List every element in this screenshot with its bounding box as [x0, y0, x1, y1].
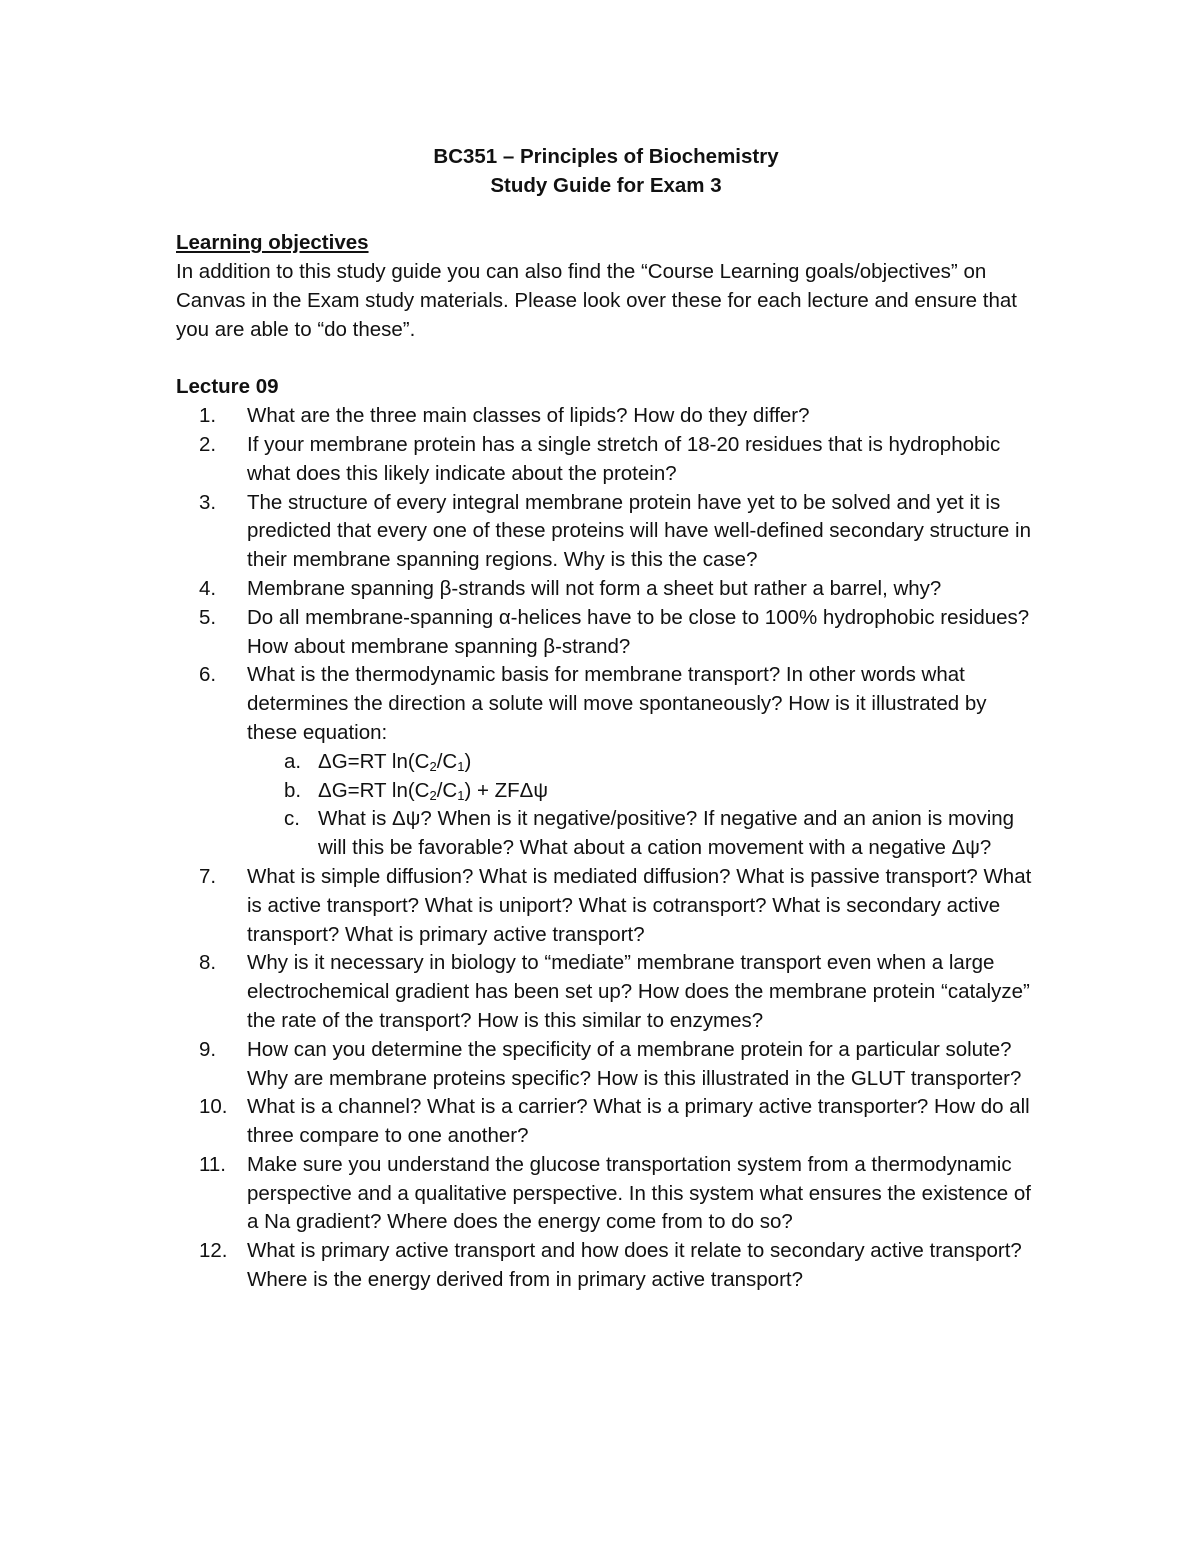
- question-text: Do all membrane-spanning α-helices have to be close to 100% hydrophobic residues? How about membrane spanning β-strand?: [247, 605, 1030, 658]
- question-number: 2.: [199, 432, 217, 456]
- course-title: BC351 – Principles of Biochemistry: [433, 145, 779, 168]
- equation-part: /C: [436, 778, 458, 802]
- question-text: Make sure you understand the glucose transportation system from a thermodynamic perspective and a qualitative perspective. In this system what ensures the existence of a Na gradient? Where does the energy come from to do so?: [247, 1152, 1031, 1234]
- sub-item-c: [176, 805, 1036, 863]
- equation-part: ): [464, 749, 472, 773]
- question-number: 3.: [199, 490, 217, 514]
- sub-item-equation-b: [176, 777, 1036, 806]
- question-item: [176, 1151, 1036, 1237]
- question-number: 12.: [199, 1239, 228, 1263]
- question-number: 10.: [199, 1095, 228, 1119]
- sub-item-equation-a: [176, 748, 1036, 777]
- question-item: [176, 604, 1036, 662]
- question-item: [176, 863, 1036, 949]
- question-text: How can you determine the specificity of a membrane protein for a particular solute? Why are membrane proteins specific? How is this illustrated in the GLUT transporter?: [247, 1037, 1022, 1090]
- subscript: 2: [429, 758, 437, 774]
- question-text: What is simple diffusion? What is mediated diffusion? What is passive transport? What is active transport? What is uniport? What is cotransport? What is secondary active transport? What is primary active transport?: [247, 864, 1032, 946]
- subscript: 2: [429, 787, 437, 803]
- question-item: [176, 1237, 1036, 1295]
- spacer: [176, 201, 1036, 230]
- question-text: If your membrane protein has a single stretch of 18-20 residues that is hydrophobic what does this likely indicate about the protein?: [247, 432, 1001, 485]
- equation-part: ) + ZFΔψ: [464, 778, 548, 802]
- equation-part: ΔG=RT ln(C: [318, 778, 430, 802]
- question-text: Why is it necessary in biology to “mediate” membrane transport even when a large electrochemical gradient has been set up? How does the membrane protein “catalyze” the rate of the transport? How is this similar to enzymes?: [247, 951, 1030, 1032]
- spacer: [176, 345, 1036, 374]
- question-item: [176, 489, 1036, 575]
- question-text: What are the three main classes of lipids? How do they differ?: [247, 404, 810, 428]
- question-item: [176, 661, 1036, 747]
- sub-item-letter: c.: [284, 807, 300, 831]
- question-number: 1.: [199, 404, 217, 428]
- question-number: 11.: [199, 1152, 226, 1176]
- subscript: 1: [457, 758, 465, 774]
- question-text: The structure of every integral membrane protein have yet to be solved and yet it is predicted that every one of these proteins will have well-defined secondary structure in their membrane spanning regions. Why is this the case?: [247, 490, 1031, 572]
- question-number: 5.: [199, 605, 217, 629]
- question-text: Membrane spanning β-strands will not form a sheet but rather a barrel, why?: [247, 576, 942, 600]
- objectives-heading: Learning objectives: [176, 231, 369, 255]
- objectives-paragraph: In addition to this study guide you can also find the “Course Learning goals/objectives” on Canvas in the Exam study materials. Please look over these for each lecture and ensure that you are able to “do these”.: [176, 260, 1017, 341]
- sub-item-letter: b.: [284, 778, 302, 802]
- subscript: 1: [457, 787, 465, 803]
- question-number: 8.: [199, 951, 217, 975]
- lecture-heading: Lecture 09: [176, 375, 279, 399]
- question-item: [176, 575, 1036, 604]
- question-number: 7.: [199, 864, 217, 888]
- question-text: What is primary active transport and how does it relate to secondary active transport? Where is the energy derived from in primary active transport?: [247, 1239, 1022, 1292]
- question-item: [176, 1093, 1036, 1151]
- guide-title: Study Guide for Exam 3: [490, 173, 722, 197]
- question-item: [176, 402, 1036, 431]
- question-number: 4.: [199, 576, 217, 600]
- equation-part: ΔG=RT ln(C: [318, 749, 430, 773]
- sub-item-letter: a.: [284, 749, 302, 773]
- question-text: What is a channel? What is a carrier? What is a primary active transporter? How do all three compare to one another?: [247, 1095, 1030, 1148]
- question-item: [176, 1036, 1036, 1094]
- equation-part: /C: [436, 749, 458, 773]
- question-number: 6.: [199, 663, 217, 687]
- question-item: [176, 949, 1036, 1035]
- question-number: 9.: [199, 1037, 217, 1061]
- question-text: What is the thermodynamic basis for membrane transport? In other words what determines the direction a solute will move spontaneously? How is it illustrated by these equation:: [247, 663, 987, 744]
- document-content: [176, 143, 1036, 1295]
- question-item: [176, 431, 1036, 489]
- sub-item-text: What is Δψ? When is it negative/positive? If negative and an anion is moving will this be favorable? What about a cation movement with a negative Δψ?: [318, 807, 1015, 860]
